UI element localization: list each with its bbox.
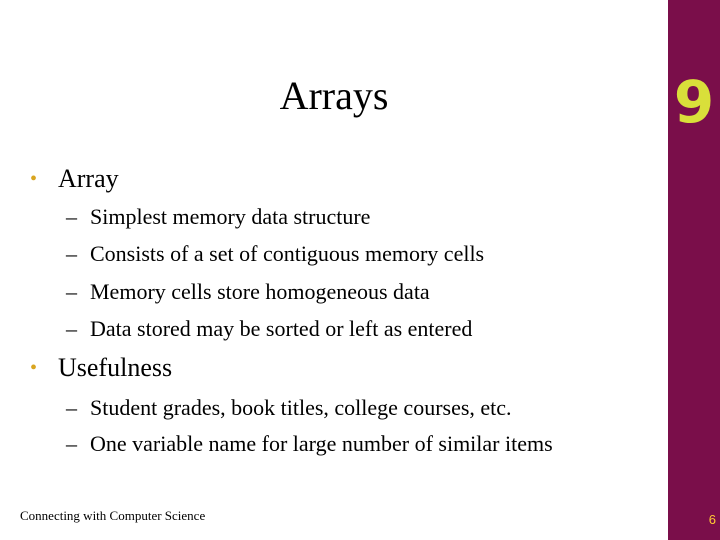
sub-bullet-text: Consists of a set of contiguous memory cells	[90, 241, 485, 266]
bullet-usefulness	[30, 353, 173, 383]
dash-icon: –	[66, 395, 77, 420]
bullet-dot-icon: •	[30, 168, 38, 190]
dash-icon: –	[66, 279, 77, 304]
chapter-sidebar	[668, 0, 720, 540]
slide-number: 6	[708, 512, 716, 527]
dash-icon: –	[66, 316, 77, 341]
sub-bullet-text: One variable name for large number of similar items	[90, 431, 553, 456]
sub-bullet	[66, 241, 485, 267]
bullet-array	[30, 164, 119, 194]
dash-icon: –	[66, 241, 77, 266]
footer-text: Connecting with Computer Science	[20, 508, 206, 523]
sub-bullet	[66, 431, 553, 457]
sub-bullet-text: Simplest memory data structure	[90, 204, 371, 229]
sub-bullet	[66, 395, 512, 421]
dash-icon: –	[66, 204, 77, 229]
sub-bullet-text: Data stored may be sorted or left as entered	[90, 316, 473, 341]
chapter-number: 9	[673, 68, 715, 136]
bullet-dot-icon: •	[30, 357, 38, 379]
sub-bullet-text: Memory cells store homogeneous data	[90, 279, 430, 304]
bullet-array-label: Array	[58, 164, 119, 193]
sub-bullet	[66, 204, 371, 230]
dash-icon: –	[66, 431, 77, 456]
sub-bullet	[66, 279, 430, 305]
sub-bullet	[66, 316, 473, 342]
slide-title: Arrays	[279, 73, 389, 118]
sub-bullet-text: Student grades, book titles, college courses, etc.	[90, 395, 512, 420]
bullet-usefulness-label: Usefulness	[58, 353, 173, 382]
